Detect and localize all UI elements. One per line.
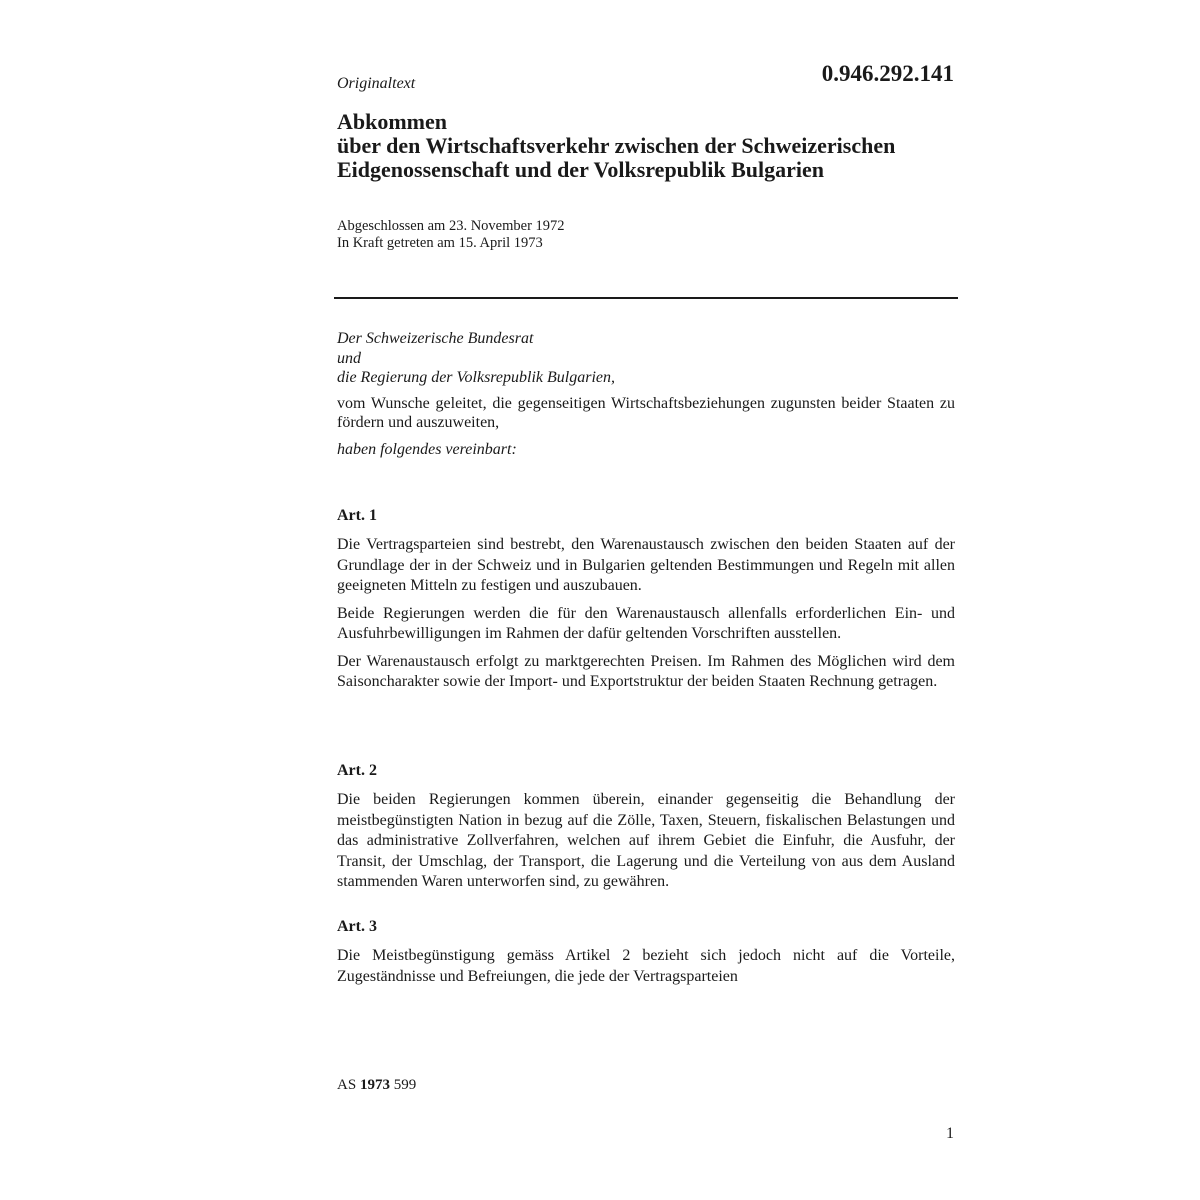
in-force-date: In Kraft getreten am 15. April 1973 [337, 235, 543, 251]
article-2-paragraph-1: Die beiden Regierungen kommen überein, einander gegenseitig die Behandlung der meistbegünstigten Nation in bezug auf die Zölle, Taxen, Steuern, fiskalischen Belastungen und das administrative Zollverfahren, welchen auf ihrem Gebiet die Einfuhr, die Ausfuhr, der Transit, der Umschlag, der Transport, die Lagerung und die Verteilung von aus dem Ausland stammenden Waren unterworfen sind, zu gewähren. [337, 791, 955, 890]
article-2-title: Art. 2 [337, 762, 377, 779]
original-text-label: Originaltext [337, 75, 416, 92]
preamble-party-2: die Regierung der Volksrepublik Bulgarien, [337, 369, 616, 386]
article-1 [337, 506, 955, 693]
article-3-paragraph-1: Die Meistbegünstigung gemäss Artikel 2 bezieht sich jedoch nicht auf die Vorteile, Zugeständnisse und Befreiungen, die jede der Vertragsparteien [337, 947, 955, 985]
article-1-paragraph-1: Die Vertragsparteien sind bestrebt, den Warenaustausch zwischen den beiden Staaten auf der Grundlage der in der Schweiz und in Bulgarien geltenden Bestimmungen und Regeln mit allen geeigneten Mitteln zu festigen und auszubauen. [337, 536, 955, 594]
article-3 [337, 917, 955, 987]
article-1-paragraph-3: Der Warenaustausch erfolgt zu marktgerechten Preisen. Im Rahmen des Möglichen wird dem Saisoncharakter sowie der Import- und Exportstruktur der beiden Staaten Rechnung getragen. [337, 652, 955, 690]
official-collection-reference [337, 1075, 416, 1095]
title-line-1: Abkommen [337, 109, 448, 134]
title-line-3: Eidgenossenschaft und der Volksrepublik Bulgarien [337, 157, 825, 182]
document-dates [337, 218, 565, 252]
preamble-and: und [337, 349, 361, 367]
concluded-date: Abgeschlossen am 23. November 1972 [337, 218, 565, 234]
as-prefix: AS [337, 1077, 357, 1093]
as-year: 1973 [359, 1077, 390, 1093]
as-page: 599 [393, 1077, 417, 1093]
article-1-paragraph-2: Beide Regierungen werden die für den Warenaustausch allenfalls erforderlichen Ein- und Ausfuhrbewilligungen im Rahmen der dafür geltenden Vorschriften ausstellen. [337, 604, 955, 642]
preamble [337, 329, 955, 459]
preamble-purpose: vom Wunsche geleitet, die gegenseitigen Wirtschaftsbeziehungen zugunsten beider Staaten zu fördern und auszuweiten, [337, 394, 955, 431]
title-line-2: über den Wirtschaftsverkehr zwischen der Schweizerischen [337, 133, 896, 158]
preamble-party-1: Der Schweizerische Bundesrat [337, 330, 534, 347]
page-number: 1 [946, 1125, 954, 1142]
preamble-agreed: haben folgendes vereinbart: [337, 440, 517, 458]
header-divider [334, 297, 958, 299]
sr-number: 0.946.292.141 [821, 61, 954, 86]
article-3-title: Art. 3 [337, 918, 377, 935]
article-2 [337, 761, 955, 893]
article-1-title: Art. 1 [337, 507, 377, 524]
document-title [337, 110, 977, 182]
